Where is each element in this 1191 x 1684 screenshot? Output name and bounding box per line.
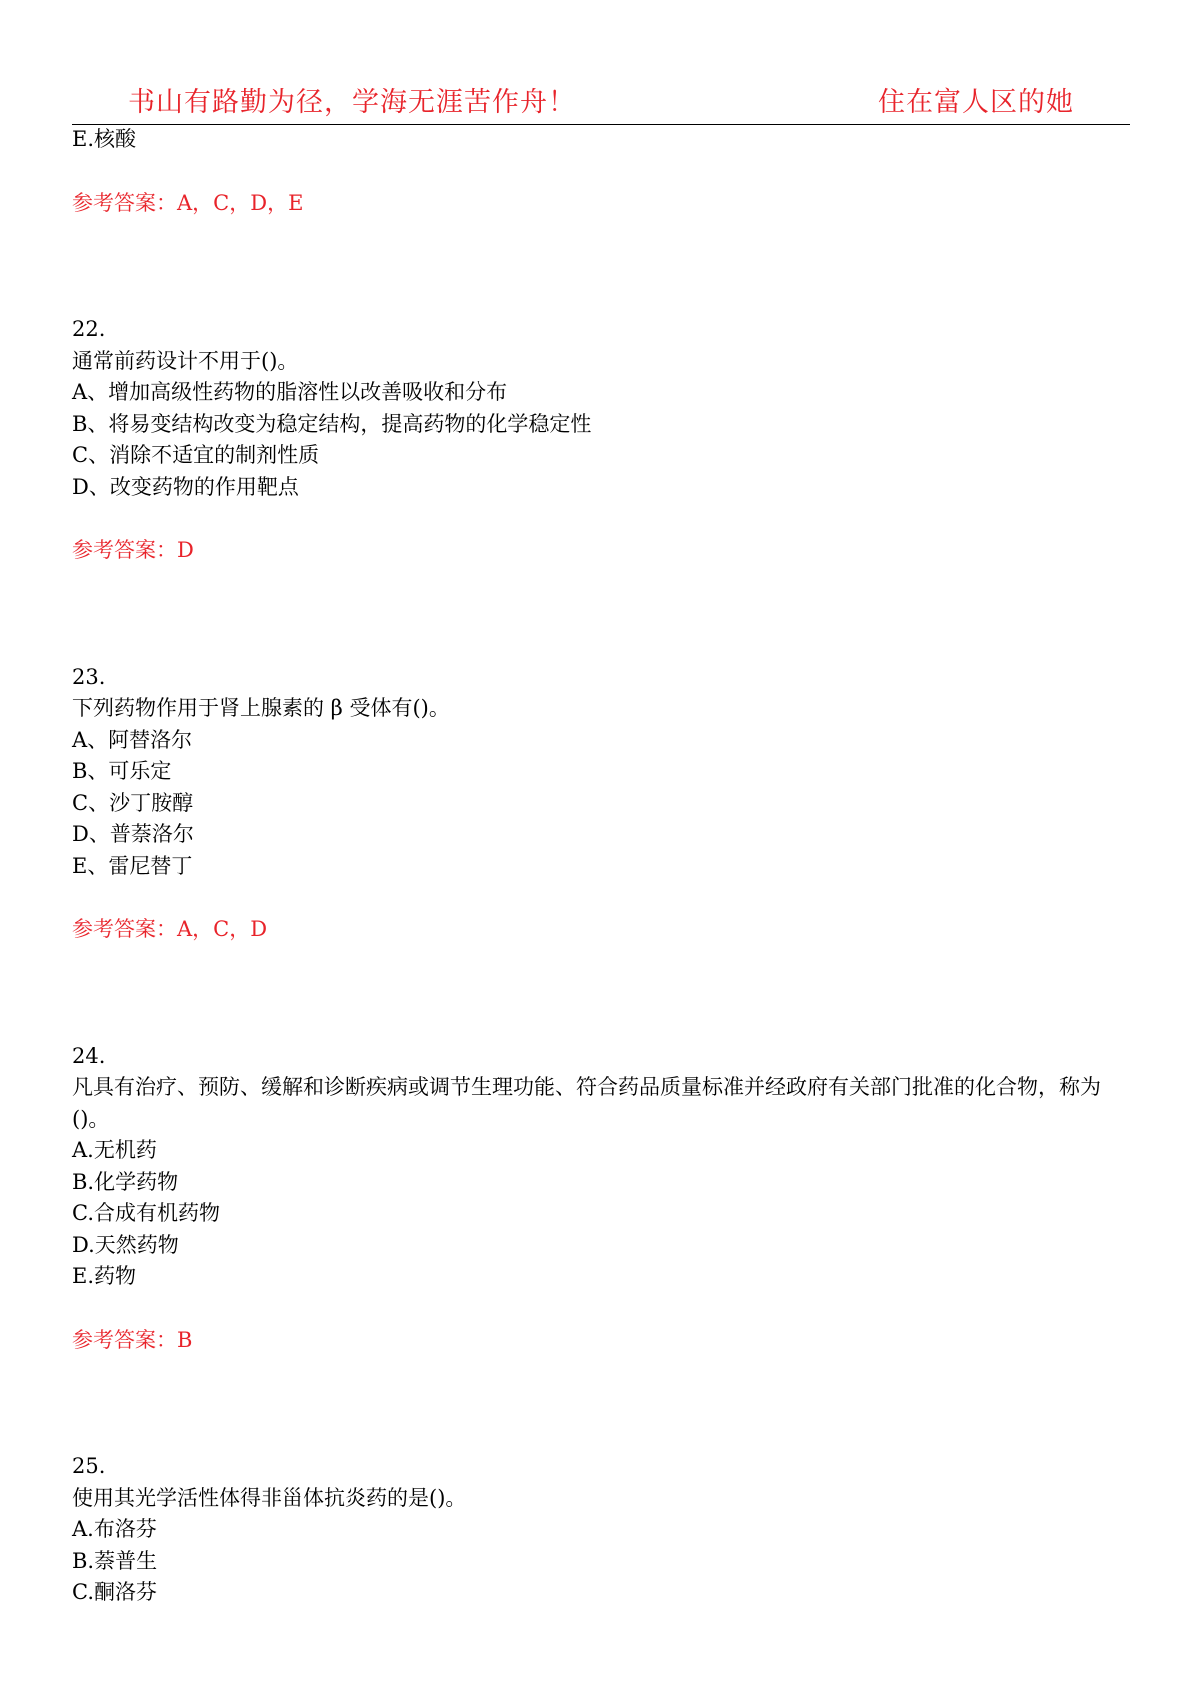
option-text: D、改变药物的作用靶点 [72, 474, 299, 499]
question-stem: 下列药物作用于肾上腺素的 β 受体有()。 [72, 696, 450, 720]
question-block-22 [72, 314, 1132, 567]
question-block-previous [72, 124, 1132, 219]
option-text: E、雷尼替丁 [72, 853, 193, 878]
header-motto: 书山有路勤为径，学海无涯苦作舟！ [128, 87, 576, 118]
header-author: 住在富人区的她 [878, 87, 1074, 118]
option-text: D.天然药物 [72, 1232, 179, 1257]
question-number: 24. [72, 1043, 106, 1068]
answer-text: 参考答案：B [72, 1327, 193, 1352]
option-text: B.萘普生 [72, 1548, 158, 1573]
question-number: 23. [72, 664, 106, 689]
option-text: B、将易变结构改变为稳定结构，提高药物的化学稳定性 [72, 411, 592, 436]
option-text: C、消除不适宜的制剂性质 [72, 443, 320, 467]
option-text: E.药物 [72, 1264, 137, 1288]
option-text: C.合成有机药物 [72, 1201, 220, 1225]
option-text: A.无机药 [72, 1138, 157, 1162]
question-stem: 使用其光学活性体得非甾体抗炎药的是()。 [72, 1485, 467, 1510]
question-block-23 [72, 662, 1132, 946]
option-text: B.化学药物 [72, 1169, 179, 1194]
question-list [72, 124, 1132, 1609]
answer-text: 参考答案：A，C，D，E [72, 190, 304, 215]
question-number: 25. [72, 1454, 106, 1478]
option-text: A、阿替洛尔 [72, 727, 193, 752]
option-text: D、普萘洛尔 [72, 822, 194, 846]
option-text: B、可乐定 [72, 759, 172, 783]
option-text: C.酮洛芬 [72, 1580, 157, 1604]
question-stem: 通常前药设计不用于()。 [72, 348, 299, 373]
option-text: E.核酸 [72, 127, 137, 151]
option-text: A、增加高级性药物的脂溶性以改善吸收和分布 [72, 380, 508, 404]
question-number: 22. [72, 317, 106, 341]
page-header [0, 0, 1191, 126]
answer-text: 参考答案：D [72, 538, 194, 562]
answer-text: 参考答案：A，C，D [72, 917, 268, 941]
question-block-25 [72, 1451, 1132, 1609]
option-text: C、沙丁胺醇 [72, 790, 194, 815]
question-stem: 凡具有治疗、预防、缓解和诊断疾病或调节生理功能、符合药品质量标准并经政府有关部门批准的化合物，称为()。 [72, 1075, 1101, 1131]
question-block-24 [72, 1041, 1132, 1357]
option-text: A.布洛芬 [72, 1517, 157, 1541]
